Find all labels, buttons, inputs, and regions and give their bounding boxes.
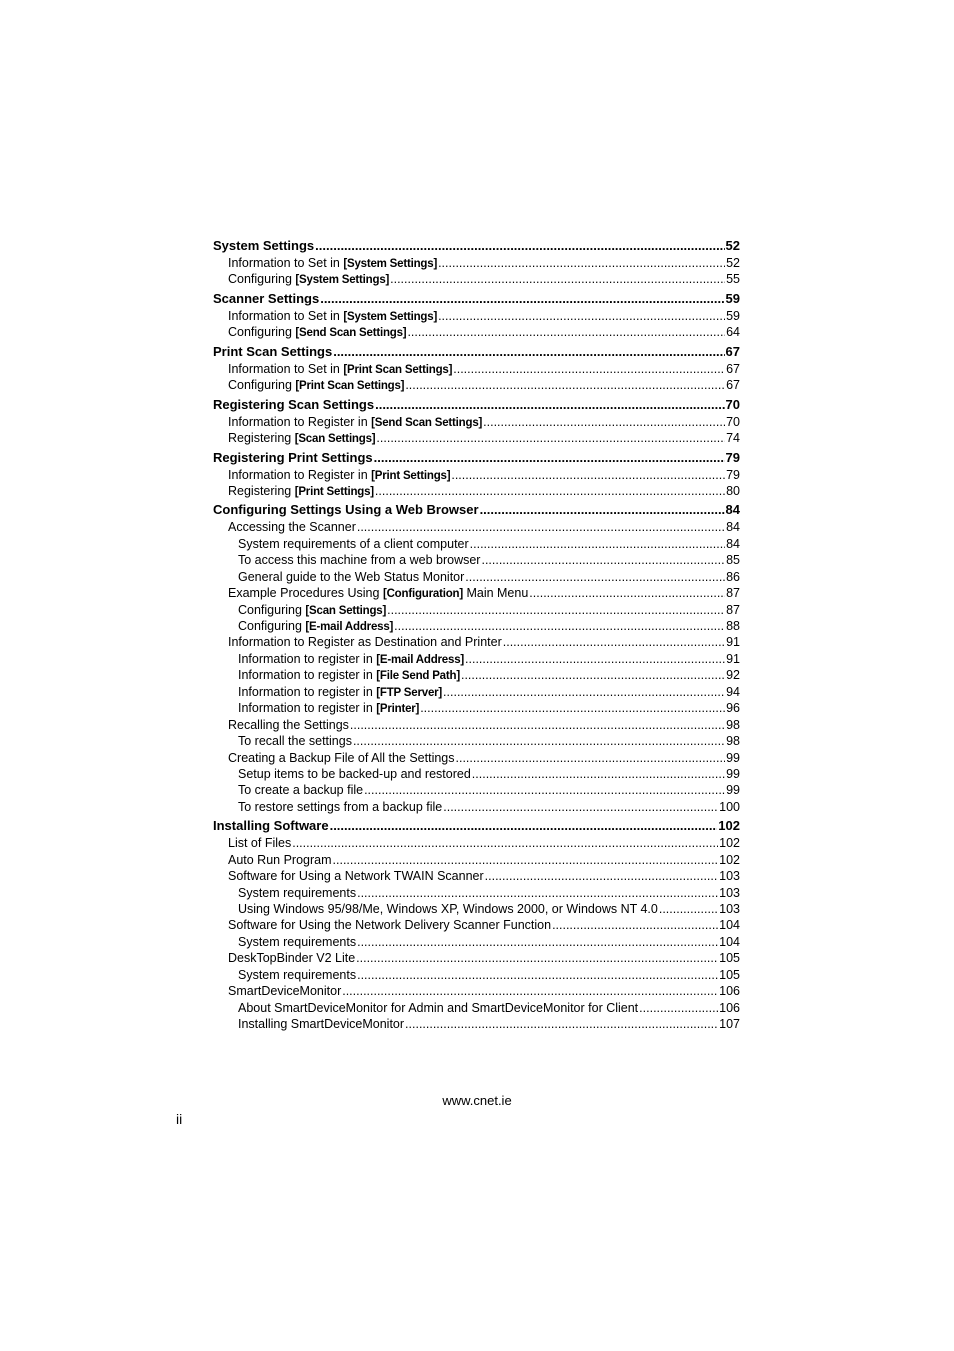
toc-section-entry[interactable] [213,342,740,361]
toc-entry[interactable] [213,885,740,901]
dot-leader [376,430,725,446]
toc-page-number: 85 [726,553,740,568]
toc-entry-title: Information to Register as Destination and Printer [228,635,502,650]
toc-entry[interactable] [213,483,740,499]
toc-entry-title: System requirements [238,934,357,949]
toc-entry[interactable] [213,750,740,766]
toc-entry[interactable] [213,667,740,683]
toc-page-number: 102 [718,818,740,834]
toc-entry-title: System requirements [238,885,357,900]
toc-page-number: 67 [725,343,740,359]
dot-leader [420,700,725,716]
toc-entry-title: Configuring [Scan Settings] [238,602,387,617]
toc-entry[interactable] [213,684,740,700]
toc-entry[interactable] [213,255,740,271]
toc-page-number: 105 [719,967,740,982]
toc-entry-title: Registering Print Settings [213,449,373,465]
dot-leader [461,667,725,683]
toc-entry-setting-name: [Configuration] [382,588,463,601]
toc-page-number: 92 [726,668,740,683]
toc-entry-setting-name: [System Settings] [295,274,390,287]
toc-page-number: 106 [719,1000,740,1015]
toc-page-number: 67 [726,378,740,393]
table-of-contents [213,236,740,1033]
toc-entry[interactable] [213,934,740,950]
toc-entry-title: Configuring Settings Using a Web Browser [213,502,479,518]
toc-entry-title: SmartDeviceMonitor [228,984,342,999]
dot-leader [364,782,725,798]
toc-page-number: 99 [726,750,740,765]
toc-page-number: 103 [719,902,740,916]
dot-leader [465,651,725,667]
toc-entry[interactable] [213,766,740,782]
toc-entry[interactable] [213,917,740,933]
toc-entry[interactable] [213,361,740,377]
dot-leader [357,967,718,983]
toc-entry[interactable] [213,717,740,733]
toc-page-number: 59 [725,290,740,306]
toc-entry-title: Auto Run Program [228,852,332,867]
toc-entry-setting-name: [Scan Settings] [305,604,387,617]
toc-entry[interactable] [213,901,740,917]
toc-entry-title: Information to register in [File Send Path] [238,668,460,683]
toc-page-number: 70 [725,396,740,412]
toc-entry[interactable] [213,700,740,716]
toc-entry-title: List of Files [228,836,292,851]
dot-leader [292,835,718,851]
toc-entry-title: DeskTopBinder V2 Lite [228,951,356,966]
toc-entry[interactable] [213,569,740,585]
toc-entry[interactable] [213,782,740,798]
toc-entry-title: Recalling the Settings [228,717,349,732]
toc-entry[interactable] [213,519,740,535]
dot-leader [453,361,725,377]
toc-entry-title: Configuring [Print Scan Settings] [228,378,405,393]
dot-leader [320,289,724,308]
toc-page-number: 55 [726,272,740,287]
footer-url: www.cnet.ie [442,1093,512,1108]
toc-page-number: 99 [726,783,740,798]
toc-page-number: 104 [719,934,740,949]
toc-entry-title: About SmartDeviceMonitor for Admin and SmartDeviceMonitor for Client [238,1000,639,1015]
dot-leader [353,733,725,749]
toc-entry-title: System requirements of a client computer [238,536,469,551]
toc-entry-title: Information to Set in [System Settings] [228,256,438,270]
toc-entry[interactable] [213,271,740,287]
toc-entry-title: Scanner Settings [213,290,320,306]
toc-entry-setting-name: [Print Scan Settings] [343,363,453,376]
toc-page-number: 64 [726,325,740,340]
toc-entry-title: System Settings [213,238,315,253]
dot-leader [350,717,725,733]
dot-leader [659,901,718,917]
dot-leader [451,467,725,483]
dot-leader [443,684,725,700]
toc-page-number: 59 [726,308,740,323]
dot-leader [330,816,718,835]
toc-entry-title: Software for Using the Network Delivery Scanner Function [228,918,552,933]
dot-leader [438,255,725,271]
toc-entry-title: Print Scan Settings [213,343,333,359]
dot-leader [456,750,726,766]
toc-entry[interactable] [213,618,740,634]
toc-entry-title: To access this machine from a web browser [238,553,481,568]
dot-leader [374,448,725,467]
toc-entry-title: To create a backup file [238,783,364,798]
toc-page-number: 104 [719,918,740,933]
toc-entry-title: System requirements [238,967,357,982]
dot-leader [356,950,718,966]
toc-entry-title: Information to Register in [Send Scan Settings] [228,414,483,429]
toc-entry-setting-name: [Send Scan Settings] [371,416,483,429]
dot-leader [503,634,725,650]
toc-page-number: 103 [719,885,740,900]
toc-entry-setting-name: [System Settings] [343,310,438,323]
dot-leader [481,552,725,568]
toc-page-number: 107 [719,1017,740,1032]
toc-entry-title: Using Windows 95/98/Me, Windows XP, Windows 2000, or Windows NT 4.0 [238,902,658,916]
toc-page-number: 84 [725,502,740,518]
toc-page-number: 98 [726,717,740,732]
toc-page-number: 79 [725,449,740,465]
dot-leader [357,934,718,950]
toc-entry-setting-name: [File Send Path] [376,670,460,683]
toc-entry[interactable] [213,852,740,868]
toc-page-number: 96 [726,701,740,716]
toc-entry[interactable] [213,308,740,324]
toc-entry-title: Configuring [E-mail Address] [238,619,394,633]
dot-leader [405,377,725,393]
toc-entry-title: To restore settings from a backup file [238,799,443,814]
toc-page-number: 103 [719,869,740,884]
toc-entry-title: To recall the settings [238,734,352,749]
toc-entry[interactable] [213,967,740,983]
toc-entry[interactable] [213,835,740,851]
dot-leader [315,236,724,255]
toc-entry[interactable] [213,733,740,749]
dot-leader [438,308,725,324]
dot-leader [394,618,725,634]
toc-entry-title: Registering Scan Settings [213,396,375,412]
toc-entry-title: Information to Set in [System Settings] [228,308,438,323]
dot-leader [485,868,718,884]
dot-leader [407,324,725,340]
toc-entry-setting-name: [Send Scan Settings] [295,327,407,340]
toc-entry-title: General guide to the Web Status Monitor [238,569,465,584]
dot-leader [405,1016,718,1032]
toc-entry-title: Configuring [Send Scan Settings] [228,325,407,340]
dot-leader [333,852,719,868]
toc-entry[interactable] [213,585,740,601]
toc-entry[interactable] [213,536,740,552]
toc-entry-setting-name: [Print Scan Settings] [295,380,405,393]
dot-leader [483,414,725,430]
toc-section-entry[interactable] [213,236,740,255]
toc-page-number: 102 [719,836,740,851]
dot-leader [443,799,718,815]
toc-entry-setting-name: [E-mail Address] [376,653,465,666]
dot-leader [480,500,725,519]
dot-leader [472,766,725,782]
toc-page-number: 98 [726,734,740,749]
toc-entry-title: Example Procedures Using [Configuration] Main Menu [228,586,529,601]
toc-entry-title: Information to register in [Printer] [238,701,420,716]
toc-entry-setting-name: [System Settings] [343,258,438,270]
dot-leader [552,917,718,933]
toc-entry-setting-name: [Scan Settings] [294,433,376,446]
dot-leader [375,483,725,499]
toc-entry[interactable] [213,324,740,340]
toc-page-number: 87 [726,586,740,601]
toc-page-number: 52 [726,256,740,270]
toc-entry[interactable] [213,1000,740,1016]
toc-entry[interactable] [213,868,740,884]
toc-page-number: 79 [726,467,740,482]
toc-entry-setting-name: [Printer] [376,703,420,716]
toc-page-number: 88 [726,619,740,633]
toc-entry-title: Installing SmartDeviceMonitor [238,1017,405,1032]
toc-page-number: 91 [726,651,740,666]
toc-page-number: 67 [726,361,740,376]
toc-page-number: 70 [726,414,740,429]
toc-entry[interactable] [213,430,740,446]
toc-page-number: 105 [719,951,740,966]
toc-page-number: 99 [726,766,740,781]
dot-leader [375,395,724,414]
toc-page-number: 80 [726,483,740,498]
toc-page-number: 52 [725,238,740,253]
toc-entry[interactable] [213,467,740,483]
toc-entry-setting-name: [Print Settings] [371,469,451,482]
dot-leader [470,536,725,552]
toc-entry[interactable] [213,1016,740,1032]
toc-entry[interactable] [213,602,740,618]
toc-entry-setting-name: [FTP Server] [376,686,443,699]
toc-page-number: 86 [726,569,740,584]
toc-entry-title: Installing Software [213,818,329,834]
toc-page-number: 94 [726,684,740,699]
dot-leader [357,519,725,535]
toc-page-number: 84 [726,536,740,551]
toc-page-number: 74 [726,431,740,446]
toc-page-number: 106 [719,984,740,999]
toc-entry-title: Creating a Backup File of All the Settings [228,750,455,765]
toc-entry[interactable] [213,950,740,966]
toc-entry-title: Registering [Scan Settings] [228,431,376,446]
toc-entry-title: Registering [Print Settings] [228,483,374,498]
toc-entry-title: Information to Set in [Print Scan Settings] [228,361,453,376]
toc-page-number: 102 [719,852,740,867]
dot-leader [387,602,725,618]
dot-leader [357,885,718,901]
toc-entry-title: Information to Register in [Print Settings] [228,467,451,482]
toc-section-entry[interactable] [213,448,740,467]
toc-page-number: 91 [726,635,740,650]
toc-section-entry[interactable] [213,395,740,414]
dot-leader [529,585,725,601]
toc-entry-title: Setup items to be backed-up and restored [238,766,471,781]
toc-entry[interactable] [213,634,740,650]
toc-entry[interactable] [213,651,740,667]
toc-page-number: 100 [719,799,740,814]
toc-section-entry[interactable] [213,289,740,308]
dot-leader [639,1000,718,1016]
toc-entry-title: Accessing the Scanner [228,520,356,535]
toc-entry-title: Information to register in [FTP Server] [238,684,443,699]
dot-leader [465,569,725,585]
toc-page-number: 84 [726,520,740,535]
toc-entry-title: Software for Using a Network TWAIN Scanner [228,869,484,884]
toc-entry-title: Information to register in [E-mail Address] [238,651,465,666]
toc-section-entry[interactable] [213,816,740,835]
toc-entry[interactable] [213,799,740,815]
toc-section-entry[interactable] [213,500,740,519]
toc-entry[interactable] [213,552,740,568]
dot-leader [390,271,725,287]
toc-page-number: 87 [726,602,740,617]
toc-entry-setting-name: [Print Settings] [294,485,374,498]
dot-leader [342,983,718,999]
toc-entry-title: Configuring [System Settings] [228,272,390,287]
toc-entry[interactable] [213,414,740,430]
page-number: ii [176,1111,183,1127]
dot-leader [333,342,724,361]
toc-entry-setting-name: [E-mail Address] [305,621,394,633]
toc-entry[interactable] [213,377,740,393]
toc-entry[interactable] [213,983,740,999]
